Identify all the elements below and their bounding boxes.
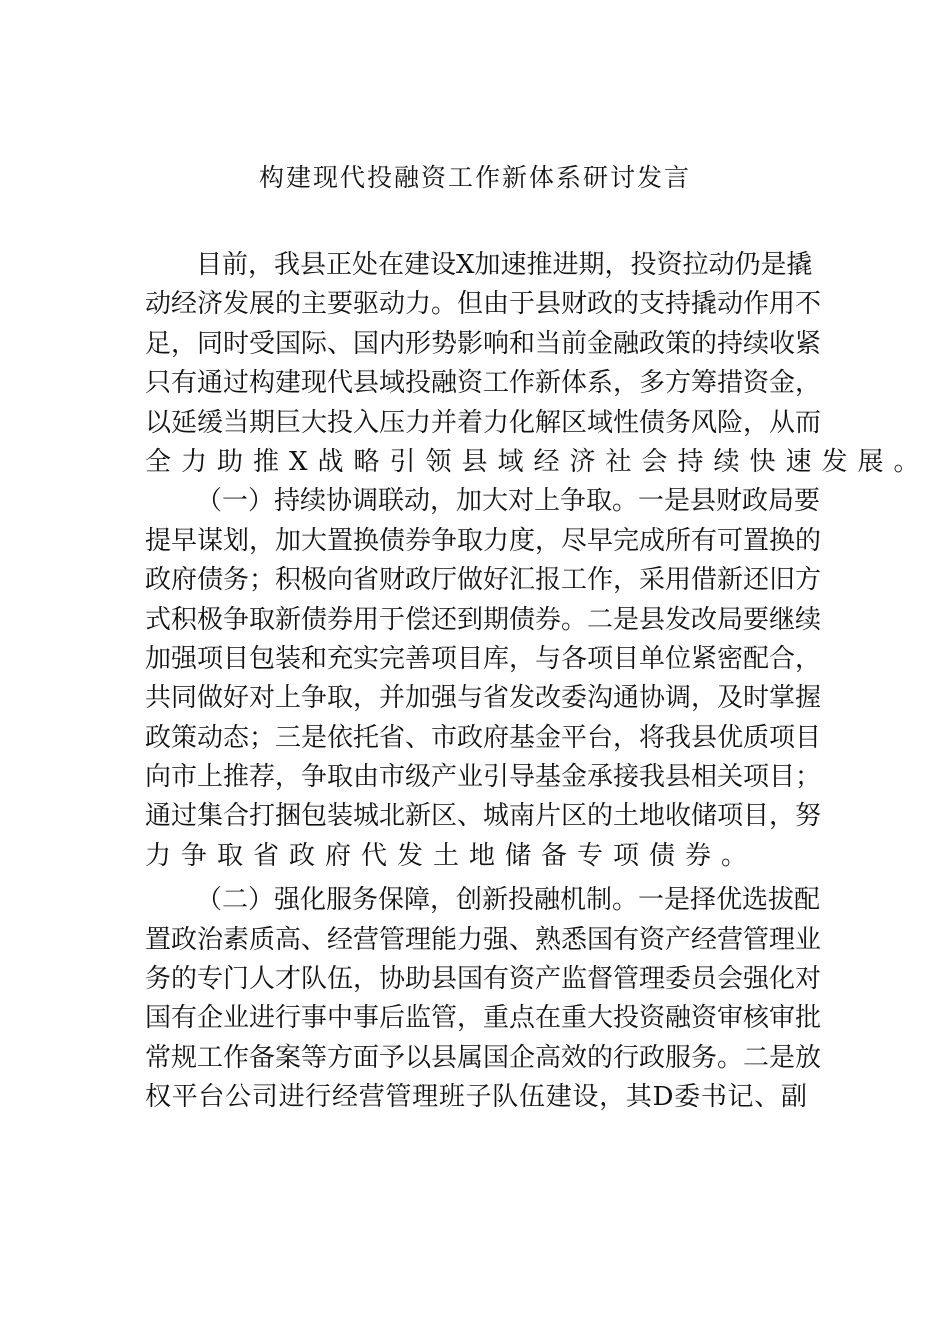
text-line: 常规工作备案等方面予以县属国企高效的行政服务。二是放 [145,1042,822,1073]
paragraph [145,482,822,876]
text-line: 共同做好对上争取，并加强与省发改委沟通协调，及时掌握 [145,683,822,714]
text-line: 以延缓当期巨大投入压力并着力化解区域性债务风险，从而 [145,407,822,438]
text-line: 通过集合打捆包装城北新区、城南片区的土地收储项目，努 [145,801,822,832]
text-line: 式积极争取新债券用于偿还到期债券。二是县发改局要继续 [145,604,822,635]
text-line: 目前，我县正处在建设X加速推进期，投资拉动仍是撬 [196,250,813,280]
paragraph [145,246,930,482]
text-line: （一）持续协调联动，加大对上争取。一是县财政局要 [196,486,821,517]
text-line: 力争取省政府代发土地储备专项债券。 [145,840,758,871]
text-line: 全力助推X战略引领县域经济社会持续快速发展。 [145,446,930,477]
text-line: 加强项目包装和充实完善项目库，与各项目单位紧密配合， [145,643,822,674]
text-line: （二）强化服务保障，创新投融机制。一是择优选拔配 [196,885,821,916]
text-line: 国有企业进行事中事后监管，重点在重大投资融资审核审批 [145,1003,822,1034]
text-line: 务的专门人才队伍，协助县国有资产监督管理委员会强化对 [145,964,822,995]
text-line: 政府债务；积极向省财政厅做好汇报工作，采用借新还旧方 [145,565,822,596]
text-line: 提早谋划，加大置换债券争取力度，尽早完成所有可置换的 [145,525,822,556]
text-line: 政策动态；三是依托省、市政府基金平台，将我县优质项目 [145,722,822,753]
text-line: 动经济发展的主要驱动力。但由于县财政的支持撬动作用不 [145,289,822,320]
document-title: 构建现代投融资工作新体系研讨发言 [258,163,691,192]
text-line: 向市上推荐，争取由市级产业引导基金承接我县相关项目； [145,762,822,793]
text-line: 足，同时受国际、国内形势影响和当前金融政策的持续收紧 [145,328,822,359]
text-line: 置政治素质高、经营管理能力强、熟悉国有资产经营管理业 [145,924,822,955]
text-line: 只有通过构建现代县域投融资工作新体系，多方筹措资金， [145,368,822,399]
paragraph [145,881,822,1117]
text-line: 权平台公司进行经营管理班子队伍建设，其D委书记、副 [145,1082,807,1113]
document-body [145,246,930,1118]
